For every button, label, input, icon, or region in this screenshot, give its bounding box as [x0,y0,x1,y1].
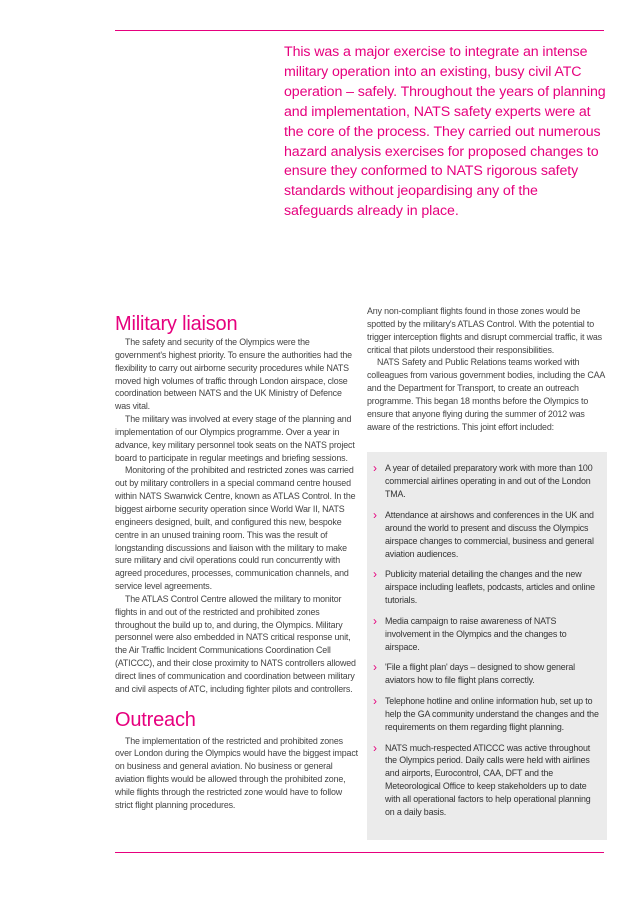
list-item [373,568,599,607]
top-divider [115,30,604,31]
list-item-text: Attendance at airshows and conferences in the UK and around the world to present and discuss the Olympics airspace changes to commercial, business and general aviation audiences. [385,509,594,559]
list-item-text: 'File a flight plan' days – designed to show general aviators how to file flight plans correctly. [385,662,575,686]
left-column [115,306,359,812]
right-body [367,305,607,433]
list-item [373,695,599,734]
list-item-text: NATS much-respected ATICCC was active throughout the Olympics period. Daily calls were held with airlines and airports, Eurocontrol, CAA, DFT and the Meteorological Office to keep stakeholders up to date with all operational factors to help operational planning on a daily basis. [385,742,591,817]
right-paragraph: NATS Safety and Public Relations teams worked with colleagues from various government bodies, including the CAA and the Department for Transport, to create an outreach programme. This began 18 months before the Olympics to ensure that anyone flying during the summer of 2012 was aware of the restrictions. This joint effort included: [367,357,605,432]
military-paragraph: Monitoring of the prohibited and restricted zones was carried out by military controllers in a special command centre housed within NATS Swanwick Centre, known as ATLAS Control. In the biggest airborne security operation since World War II, NATS engineers designed, built, and configured this new, bespoke centre in an unused training room. This was the result of longstanding discussions and liaison with the military to make sure military and civil operations could run concurrently with agreed procedures, processes, communication channels, and service level agreements. [115,465,356,592]
chevron-right-icon: › [373,507,377,522]
outreach-paragraph: The implementation of the restricted and prohibited zones over London during the Olympics would have the biggest impact on business and general aviation. No business or general aviation flights would be allowed through the prohibited zone, while flights through the restricted zone would have to follow strict flight planning procedures. [115,735,358,810]
chevron-right-icon: › [373,567,377,582]
military-liaison-heading: Military liaison [115,313,238,335]
military-liaison-body [115,336,359,696]
intro-text: This was a major exercise to integrate an intense military operation into an existing, busy civil ATC operation – safely. Throughout the years of planning and implementation, NATS safety experts were at the core of the process. They carried out numerous hazard analysis exercises for proposed changes to ensure they conformed to NATS rigorous safety standards without jeopardising any of the safeguards already in place. [284,44,606,220]
list-item [373,661,599,687]
initiatives-box [367,452,607,840]
list-item [373,742,599,819]
right-column [367,305,607,840]
initiatives-list [373,462,599,818]
right-paragraph: Any non-compliant flights found in those zones would be spotted by the military's ATLAS Control. With the potential to trigger interception flights and disrupt commercial traffic, it was critical that pilots understood their responsibilities. [367,306,602,355]
list-item [373,509,599,560]
chevron-right-icon: › [373,613,377,628]
list-item-text: Media campaign to raise awareness of NATS involvement in the Olympics and the changes to airspace. [385,615,567,652]
chevron-right-icon: › [373,694,377,709]
military-paragraph: The ATLAS Control Centre allowed the military to monitor flights in and out of the restricted and prohibited zones throughout the build up to, and during, the Olympics. Military personnel were also embedded in NATS critical response unit, the Air Traffic Incident Communications Coordination Cell (ATICCC), and their close proximity to NATS controllers allowed direct lines of communication and coordination between military and civil aspects of ATC, including fighter pilots and controllers. [115,593,356,694]
military-paragraph: The military was involved at every stage of the planning and implementation of our Olympics programme. Over a year in advance, key military personnel took seats on the NATS project board to participate in regular meetings and briefing sessions. [115,414,355,463]
intro-callout [284,43,606,222]
military-paragraph: The safety and security of the Olympics were the government's highest priority. To ensure the authorities had the flexibility to carry out airborne security procedures while NATS moved high volumes of traffic through London airspace, close coordination between NATS and the UK Ministry of Defence was vital. [115,337,352,412]
bottom-divider [115,852,604,853]
chevron-right-icon: › [373,461,377,476]
list-item [373,462,599,501]
chevron-right-icon: › [373,660,377,675]
list-item-text: Publicity material detailing the changes and the new airspace including leaflets, podcasts, articles and online tutorials. [385,569,595,606]
list-item [373,615,599,654]
outreach-heading: Outreach [115,708,196,731]
chevron-right-icon: › [373,740,377,755]
list-item-text: Telephone hotline and online information hub, set up to help the GA community understand the changes and the requirements on them regarding flight planning. [385,696,599,732]
outreach-body [115,735,359,812]
list-item-text: A year of detailed preparatory work with more than 100 commercial airlines operating in and out of the London TMA. [385,463,593,500]
